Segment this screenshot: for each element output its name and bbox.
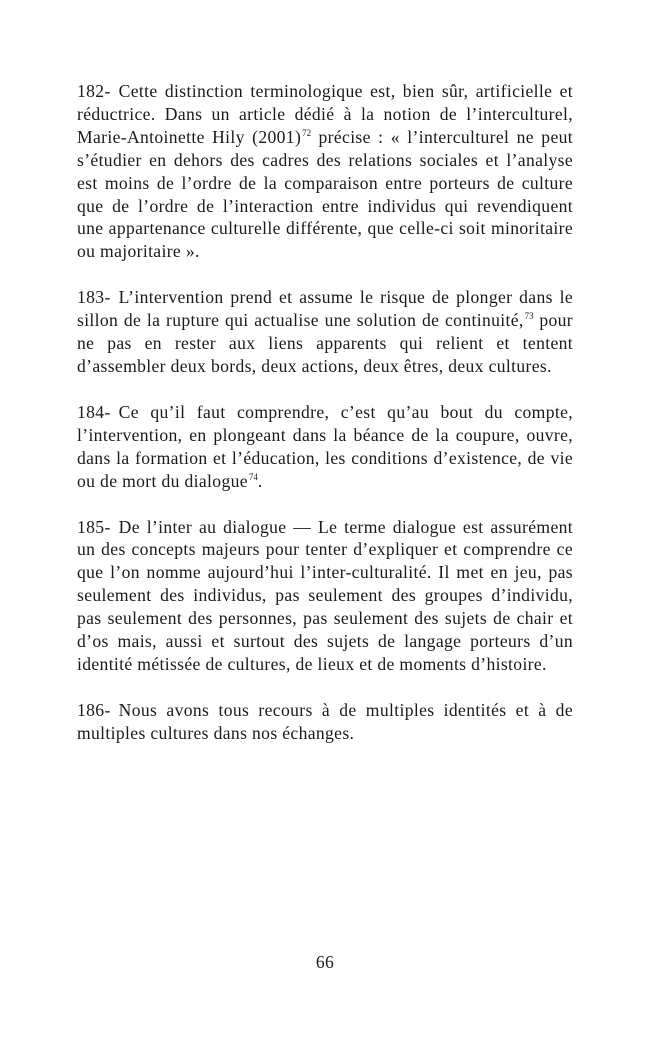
paragraph-text: pour ne pas en rester aux liens apparents qui relient et tentent d’assembler deux bords, deux actions, deux êtres, deux cultures. [77, 310, 573, 376]
paragraph-text: Nous avons tous recours à de multiples identités et à de multiples cultures dans nos échanges. [77, 699, 573, 743]
footnote-marker[interactable]: 74 [248, 471, 258, 482]
paragraph-182 [77, 80, 573, 263]
paragraph-text: De l’inter au dialogue — Le terme dialogue est assurément un des concepts majeurs pour tenter d’expliquer et comprendre ce que l’on nomme aujourd’hui l’inter-culturalité. Il met en jeu, pas seulement des individus, pas seulement des groupes d’individu, pas seulement des personnes, pas seulement des sujets de chair et d’os mais, aussi et surtout des sujets de langage porteurs d’un identité métissée de cultures, de lieux et de moments d’histoire. [77, 516, 573, 674]
paragraph-text: L’intervention prend et assume le risque de plonger dans le sillon de la rupture qui actualise une solution de continuité, [77, 287, 573, 331]
paragraph-184 [77, 401, 573, 493]
paragraph-number: 186- [77, 699, 111, 720]
page-number: 66 [315, 952, 335, 972]
paragraph-text: . [257, 470, 263, 491]
paragraph-number: 183- [77, 287, 111, 308]
paragraph-185 [77, 516, 573, 676]
paragraph-186 [77, 699, 573, 745]
footnote-marker[interactable]: 73 [524, 311, 534, 322]
paragraph-number: 185- [77, 516, 111, 537]
footnote-marker[interactable]: 72 [302, 127, 312, 138]
paragraph-183 [77, 286, 573, 378]
paragraph-text: Cette distinction terminologique est, bien sûr, artificielle et réductrice. Dans un article dédié à la notion de l’interculturel, Marie-Antoinette Hily (2001) [77, 81, 573, 147]
paragraph-text: précise : « l’interculturel ne peut s’étudier en dehors des cadres des relations sociales et l’analyse est moins de l’ordre de la comparaison entre porteurs de culture que de l’ordre de l’interaction entre individus qui revendiquent une appartenance culturelle différente, que celle-ci soit minoritaire ou majoritaire ». [77, 126, 573, 262]
page-body [77, 80, 573, 768]
paragraph-text: Ce qu’il faut comprendre, c’est qu’au bout du compte, l’intervention, en plongeant dans la béance de la coupure, ouvre, dans la formation et l’éducation, les conditions d’existence, de vie ou de mort du dialogue [77, 401, 573, 491]
paragraph-number: 184- [77, 401, 111, 422]
paragraph-number: 182- [77, 81, 111, 101]
